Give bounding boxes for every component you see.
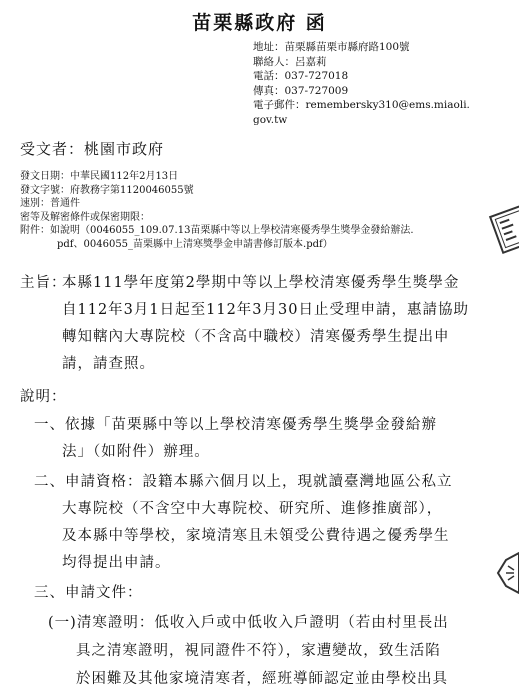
contact-fax: 傳真：037-727009 bbox=[253, 84, 349, 97]
subject-line: 轉知轄內大專院校（不含高中職校）清寒優秀學生提出申 bbox=[62, 329, 450, 345]
attachment-line-2: pdf、0046055_苗栗縣中上清寒獎學金申請書修訂版本.pdf） bbox=[57, 238, 333, 250]
security-level: 密等及解密條件或保密期限： bbox=[20, 211, 150, 223]
explanation-item: 具之清寒證明，視同證件不符），家遭變故，致生活陷 bbox=[76, 643, 441, 659]
explanation-item: 於困難及其他家境清寒者，經班導師認定並由學校出具 bbox=[76, 671, 448, 687]
recipient: 受文者：桃園市政府 bbox=[20, 140, 165, 158]
explanation-item: 一、依據「苗栗縣中等以上學校清寒優秀學生獎學金發給辦 bbox=[34, 417, 437, 433]
document-title: 苗栗縣政府 函 bbox=[192, 12, 327, 34]
issue-date: 發文日期：中華民國112年2月13日 bbox=[20, 171, 179, 182]
seal-edge-icon bbox=[494, 548, 519, 598]
attachment-line-1: 附件：如說明（0046055_109.07.13苗栗縣中等以上學校清寒優秀學生獎學金發給辦法. bbox=[20, 225, 414, 236]
contact-person: 聯絡人：呂嘉莉 bbox=[253, 55, 327, 68]
explanation-label: 說明： bbox=[20, 389, 67, 405]
seal-stamp-icon bbox=[488, 205, 519, 255]
explanation-item: 法」（如附件）辦理。 bbox=[62, 444, 210, 460]
contact-address: 地址：苗栗縣苗栗市縣府路100號 bbox=[253, 41, 410, 53]
subject-line: 本縣111學年度第2學期中等以上學校清寒優秀學生獎學金 bbox=[62, 275, 460, 291]
document-number: 發文字號：府教務字第1120046055號 bbox=[20, 184, 194, 196]
contact-email-cont: gov.tw bbox=[253, 113, 288, 126]
explanation-item: 及本縣中等學校，家境清寒且未領受公費待遇之優秀學生 bbox=[62, 528, 450, 544]
subject-label: 主旨： bbox=[20, 275, 67, 291]
explanation-item: 三、申請文件： bbox=[34, 585, 143, 601]
explanation-item: 二、申請資格：設籍本縣六個月以上，現就讀臺灣地區公私立 bbox=[34, 474, 453, 490]
contact-email: 電子郵件：remembersky310@ems.miaoli. bbox=[253, 99, 470, 111]
contact-phone: 電話：037-727018 bbox=[253, 70, 349, 82]
explanation-item: 大專院校（不含空中大專院校、研究所、進修推廣部）， bbox=[62, 501, 443, 517]
delivery-speed: 速別：普通件 bbox=[20, 198, 80, 209]
subject-line: 自112年3月1日起至112年3月30日止受理申請，惠請協助 bbox=[62, 302, 469, 318]
explanation-item: 均得提出申請。 bbox=[62, 555, 171, 571]
explanation-item: (一)清寒證明：低收入戶或中低收入戶證明（若由村里長出 bbox=[48, 615, 449, 631]
subject-line: 請，請查照。 bbox=[62, 356, 155, 372]
